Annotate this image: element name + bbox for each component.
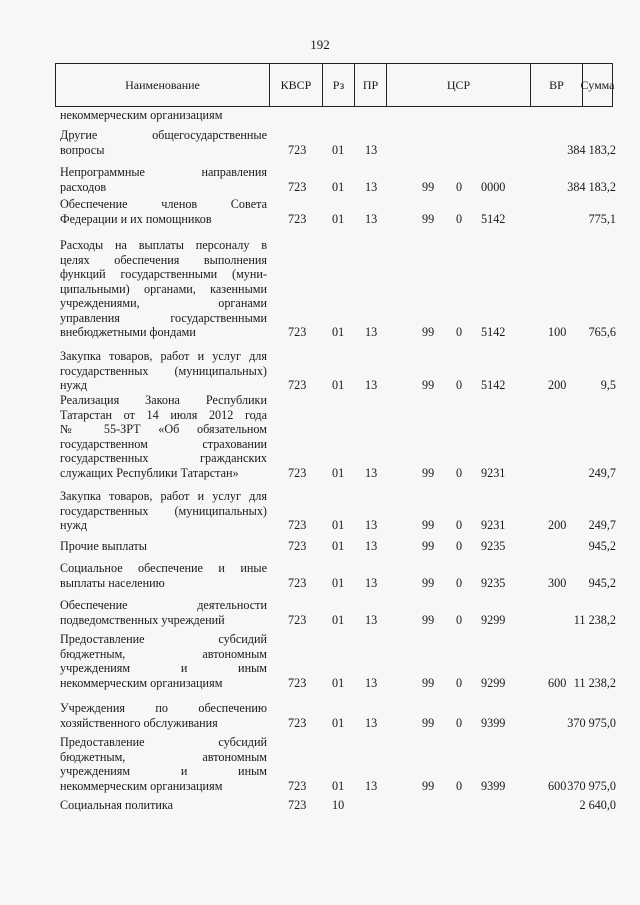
cell-kvsr: 723: [288, 378, 307, 392]
table-row: [60, 561, 616, 590]
cell-csr-direction: 5142: [481, 378, 506, 392]
cell-csr-direction: 5142: [481, 211, 506, 226]
cell-sum: 370 975,0: [567, 715, 616, 730]
cell-csr-program: 99: [422, 675, 435, 690]
cell-pr: 13: [365, 715, 378, 730]
cell-name-line: Непрограммные направления: [60, 165, 267, 179]
cell-sum: 2 640,0: [579, 798, 616, 812]
table-row: [60, 393, 616, 480]
cell-csr-direction: 9399: [481, 778, 506, 793]
cell-name: [60, 349, 267, 393]
cell-csr-sub: 0: [456, 539, 463, 553]
cell-name-line: Федерации и их помощников: [60, 211, 212, 226]
cell-sum: 384 183,2: [567, 142, 616, 157]
header-name: Наименование: [125, 77, 200, 92]
cell-pr: 13: [365, 575, 378, 590]
cell-pr: 13: [365, 211, 378, 226]
cell-csr-program: 99: [422, 575, 435, 590]
cell-name-line: бюджетным, автономным: [60, 749, 267, 764]
cell-csr-program: 99: [422, 518, 435, 532]
cell-name: [60, 798, 267, 813]
cell-csr-program: 99: [422, 325, 435, 339]
cell-pr: 13: [365, 518, 378, 532]
cell-name-line: нужд: [60, 378, 88, 392]
table-row: [60, 349, 616, 393]
cell-pr: 13: [365, 142, 378, 157]
cell-name-line: учреждениям и иным: [60, 764, 267, 778]
cell-vr: 300: [548, 575, 567, 590]
cell-name: [60, 489, 267, 533]
cell-rz: 01: [332, 518, 345, 532]
cell-name: [60, 598, 267, 627]
cell-sum: 384 183,2: [567, 179, 616, 194]
cell-csr-sub: 0: [456, 715, 463, 730]
cell-name-line: учреждениям и иным: [60, 661, 267, 675]
table-row: [60, 701, 616, 730]
cell-csr-program: 99: [422, 211, 435, 226]
table-row: [60, 489, 616, 533]
header-kvsr: КВСР: [269, 64, 322, 106]
cell-vr: 600: [548, 778, 567, 793]
cell-pr: 13: [365, 179, 378, 194]
cell-name-line: государственных (муниципальных): [60, 503, 267, 518]
cell-csr-sub: 0: [456, 211, 463, 226]
cell-rz: 10: [332, 798, 345, 812]
cell-name-line: хозяйственного обслуживания: [60, 715, 218, 730]
cell-name-line: Обеспечение деятельности: [60, 598, 267, 612]
cell-kvsr: 723: [288, 715, 307, 730]
cell-kvsr: 723: [288, 539, 307, 553]
cell-csr-program: 99: [422, 539, 435, 553]
cell-pr: 13: [365, 325, 378, 339]
table-row: [60, 632, 616, 690]
table-row: [60, 598, 616, 627]
cell-kvsr: 723: [288, 612, 307, 627]
cell-name-line: бюджетным, автономным: [60, 646, 267, 661]
cell-name-line: государственных гражданских: [60, 451, 267, 465]
cell-pr: 13: [365, 465, 378, 480]
cell-name-line: функций государственными (муни-: [60, 267, 267, 281]
cell-sum: 945,2: [588, 539, 616, 553]
cell-name-line: государственном страховании: [60, 436, 267, 451]
cell-csr-direction: 9299: [481, 675, 506, 690]
cell-name-line: Другие общегосударственные: [60, 128, 267, 142]
cell-sum: 775,1: [588, 211, 616, 226]
cell-rz: 01: [332, 211, 345, 226]
cell-csr-direction: 9231: [481, 518, 506, 532]
cell-sum: 11 238,2: [573, 675, 616, 690]
cell-name-line: служащих Республики Татарстан»: [60, 465, 239, 480]
cell-name-line: Предоставление субсидий: [60, 735, 267, 749]
cell-kvsr: 723: [288, 179, 307, 194]
cell-csr-sub: 0: [456, 465, 463, 480]
cell-pr: 13: [365, 675, 378, 690]
cell-kvsr: 723: [288, 325, 307, 339]
cell-rz: 01: [332, 539, 345, 553]
table-header: [55, 63, 613, 107]
cell-name-line: Социальная политика: [60, 798, 174, 812]
cell-csr-sub: 0: [456, 179, 463, 194]
cell-name: [60, 735, 267, 793]
cell-kvsr: 723: [288, 575, 307, 590]
cell-name: [60, 561, 267, 590]
cell-name-line: ципальными) органами, казенными: [60, 281, 267, 296]
cell-name: [60, 238, 267, 340]
cell-name-line: Расходы на выплаты персоналу в: [60, 238, 267, 252]
table-row: [60, 165, 616, 194]
cell-name: [60, 632, 267, 690]
cell-name-line: выплаты населению: [60, 575, 165, 590]
cell-rz: 01: [332, 179, 345, 194]
cell-csr-program: 99: [422, 612, 435, 627]
cell-name-line: Прочие выплаты: [60, 539, 147, 553]
cell-rz: 01: [332, 612, 345, 627]
cell-kvsr: 723: [288, 798, 307, 812]
table-row: [60, 798, 616, 813]
cell-pr: 13: [365, 539, 378, 553]
cell-rz: 01: [332, 465, 345, 480]
cell-kvsr: 723: [288, 465, 307, 480]
cell-csr-sub: 0: [456, 778, 463, 793]
cell-csr-direction: 9235: [481, 575, 506, 590]
cell-name-line: Обеспечение членов Совета: [60, 197, 267, 211]
cell-name-line: вопросы: [60, 142, 105, 157]
cell-kvsr: 723: [288, 675, 307, 690]
header-rz: Рз: [322, 64, 354, 106]
cell-csr-sub: 0: [456, 518, 463, 532]
cell-name: [60, 197, 267, 226]
cell-csr-direction: 9235: [481, 539, 506, 553]
cell-name-line: Закупка товаров, работ и услуг для: [60, 349, 267, 363]
cell-csr-program: 99: [422, 378, 435, 392]
cell-name: [60, 393, 267, 480]
header-sum: Сумма: [582, 64, 612, 106]
cell-name-line: Татарстан от 14 июля 2012 года: [60, 407, 267, 422]
cell-sum: 11 238,2: [573, 612, 616, 627]
table-row: [60, 128, 616, 157]
cell-pr: 13: [365, 612, 378, 627]
cell-csr-direction: 5142: [481, 325, 506, 339]
cell-sum: 9,5: [600, 378, 616, 392]
cell-name: [60, 701, 267, 730]
cell-kvsr: 723: [288, 518, 307, 532]
cell-name-line: подведомственных учреждений: [60, 612, 225, 627]
cell-name-line: расходов: [60, 179, 107, 194]
cell-pr: 13: [365, 778, 378, 793]
cell-rz: 01: [332, 142, 345, 157]
cell-rz: 01: [332, 575, 345, 590]
cell-rz: 01: [332, 378, 345, 392]
cell-rz: 01: [332, 325, 345, 339]
cell-rz: 01: [332, 675, 345, 690]
cell-name-line: № 55-ЗРТ «Об обязательном: [60, 422, 267, 436]
page-number: 192: [310, 37, 330, 52]
table-row: [60, 735, 616, 793]
cell-name-line: управления государственными: [60, 310, 267, 325]
cell-sum: 249,7: [588, 518, 616, 532]
cell-vr: 200: [548, 378, 567, 392]
cell-sum: 370 975,0: [567, 778, 616, 793]
cell-name-line: некоммерческим организациям: [60, 675, 223, 690]
table-row: [60, 197, 616, 226]
table-row: [60, 539, 616, 554]
cell-csr-direction: 9299: [481, 612, 506, 627]
cell-name-line: целях обеспечения выполнения: [60, 252, 267, 267]
cell-csr-sub: 0: [456, 325, 463, 339]
cell-sum: 765,6: [588, 325, 616, 339]
cell-name-line: Социальное обеспечение и иные: [60, 561, 267, 575]
cell-name-line: Учреждения по обеспечению: [60, 701, 267, 715]
cell-csr-direction: 0000: [481, 179, 506, 194]
cell-name-line: Предоставление субсидий: [60, 632, 267, 646]
cell-name: [60, 108, 267, 123]
table-row: [60, 108, 616, 123]
cell-csr-program: 99: [422, 179, 435, 194]
cell-csr-sub: 0: [456, 575, 463, 590]
cell-sum: 945,2: [588, 575, 616, 590]
cell-name-line: Закупка товаров, работ и услуг для: [60, 489, 267, 503]
cell-csr-sub: 0: [456, 378, 463, 392]
cell-csr-sub: 0: [456, 675, 463, 690]
cell-kvsr: 723: [288, 778, 307, 793]
cell-rz: 01: [332, 715, 345, 730]
header-vr: ВР: [530, 64, 582, 106]
cell-vr: 100: [548, 325, 567, 339]
cell-vr: 200: [548, 518, 567, 532]
cell-vr: 600: [548, 675, 567, 690]
cell-sum: 249,7: [588, 465, 616, 480]
cell-name-line: учреждениями, органами: [60, 296, 267, 310]
cell-csr-direction: 9399: [481, 715, 506, 730]
header-pr: ПР: [354, 64, 386, 106]
header-csr: ЦСР: [386, 64, 530, 106]
cell-rz: 01: [332, 778, 345, 793]
cell-kvsr: 723: [288, 142, 307, 157]
cell-kvsr: 723: [288, 211, 307, 226]
cell-name-line: Реализация Закона Республики: [60, 393, 267, 407]
cell-csr-direction: 9231: [481, 465, 506, 480]
cell-name-line: государственных (муниципальных): [60, 363, 267, 378]
cell-name-line: нужд: [60, 518, 88, 532]
cell-csr-program: 99: [422, 715, 435, 730]
cell-name: [60, 539, 267, 554]
cell-name: [60, 165, 267, 194]
cell-name: [60, 128, 267, 157]
cell-csr-program: 99: [422, 465, 435, 480]
cell-name-line: внебюджетными фондами: [60, 325, 196, 339]
cell-name-line: некоммерческим организациям: [60, 778, 223, 793]
cell-csr-sub: 0: [456, 612, 463, 627]
cell-csr-program: 99: [422, 778, 435, 793]
cell-name-line: некоммерческим организациям: [60, 108, 223, 122]
table-row: [60, 238, 616, 340]
cell-pr: 13: [365, 378, 378, 392]
